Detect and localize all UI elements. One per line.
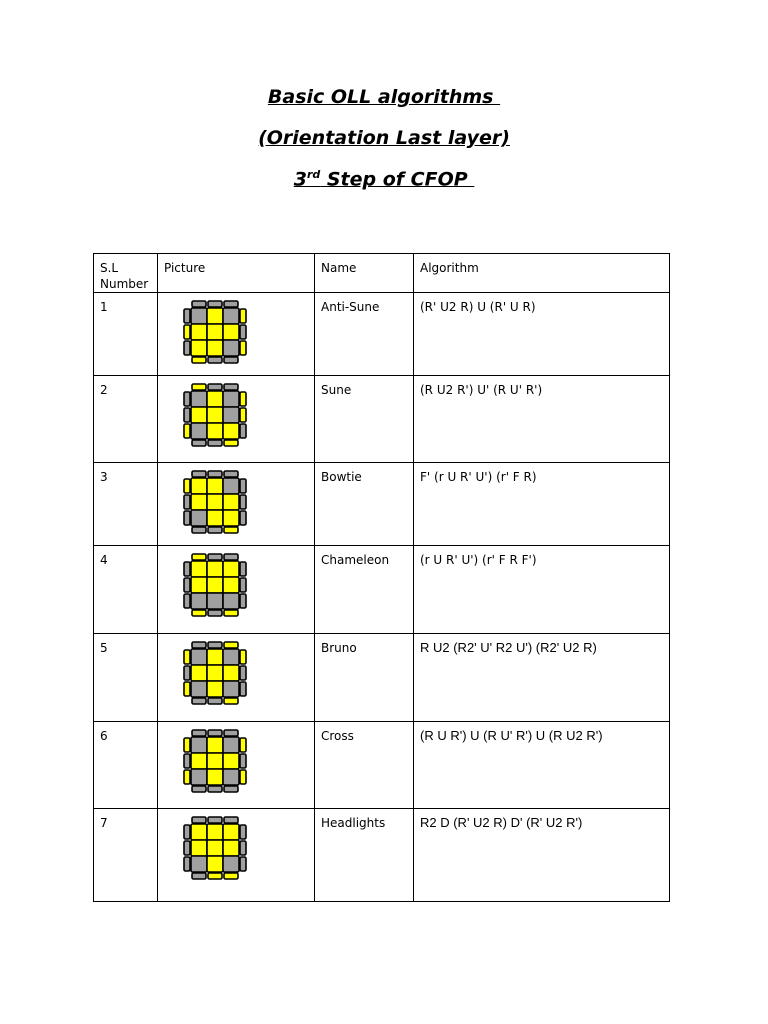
face-sticker	[191, 840, 207, 856]
side-sticker-right	[240, 392, 246, 406]
cube-diagram	[172, 815, 262, 895]
face-sticker	[207, 478, 223, 494]
side-sticker-right	[240, 495, 246, 509]
side-sticker-right	[240, 479, 246, 493]
side-sticker-top	[224, 384, 238, 390]
cube-diagram	[172, 552, 262, 622]
row-picture	[158, 293, 315, 376]
face-sticker	[223, 478, 239, 494]
step-number: 3	[293, 168, 307, 191]
side-sticker-top	[208, 642, 222, 648]
face-sticker	[191, 856, 207, 872]
side-sticker-left	[184, 650, 190, 664]
side-sticker-bottom	[208, 440, 222, 446]
face-sticker	[191, 423, 207, 439]
row-algorithm: F' (r U R' U') (r' F R)	[414, 463, 670, 546]
side-sticker-top	[224, 642, 238, 648]
face-sticker	[207, 824, 223, 840]
side-sticker-bottom	[208, 698, 222, 704]
row-name: Chameleon	[315, 546, 414, 634]
side-sticker-right	[240, 666, 246, 680]
face-sticker	[191, 681, 207, 697]
side-sticker-bottom	[208, 873, 222, 879]
face-sticker	[207, 494, 223, 510]
side-sticker-top	[224, 730, 238, 736]
side-sticker-right	[240, 562, 246, 576]
face-sticker	[223, 308, 239, 324]
side-sticker-left	[184, 594, 190, 608]
table-row	[94, 293, 670, 376]
row-picture	[158, 463, 315, 546]
face-sticker	[223, 494, 239, 510]
side-sticker-bottom	[208, 786, 222, 792]
side-sticker-top	[192, 642, 206, 648]
side-sticker-left	[184, 770, 190, 784]
face-sticker	[191, 753, 207, 769]
face-sticker	[191, 593, 207, 609]
side-sticker-top	[192, 817, 206, 823]
face-sticker	[223, 824, 239, 840]
side-sticker-right	[240, 770, 246, 784]
side-sticker-right	[240, 682, 246, 696]
face-sticker	[207, 324, 223, 340]
face-sticker	[223, 753, 239, 769]
face-sticker	[207, 561, 223, 577]
row-algorithm: (R' U2 R) U (R' U R)	[414, 293, 670, 376]
face-sticker	[223, 423, 239, 439]
side-sticker-right	[240, 424, 246, 438]
face-sticker	[191, 340, 207, 356]
face-sticker	[223, 593, 239, 609]
doc-title-line3	[0, 168, 768, 190]
face-sticker	[191, 324, 207, 340]
row-number: 4	[94, 546, 158, 634]
face-sticker	[207, 340, 223, 356]
side-sticker-left	[184, 825, 190, 839]
cube-diagram	[172, 728, 262, 804]
side-sticker-right	[240, 650, 246, 664]
cube-diagram	[172, 382, 262, 452]
side-sticker-right	[240, 754, 246, 768]
side-sticker-bottom	[192, 698, 206, 704]
face-sticker	[207, 681, 223, 697]
side-sticker-bottom	[224, 527, 238, 533]
row-algorithm: R2 D (R' U2 R) D' (R' U2 R')	[414, 809, 670, 902]
face-sticker	[191, 391, 207, 407]
header-picture: Picture	[158, 254, 315, 293]
row-algorithm: (r U R' U') (r' F R F')	[414, 546, 670, 634]
face-sticker	[223, 769, 239, 785]
row-picture	[158, 722, 315, 809]
face-sticker	[191, 407, 207, 423]
table-row	[94, 546, 670, 634]
face-sticker	[207, 593, 223, 609]
table-row	[94, 809, 670, 902]
row-name: Anti-Sune	[315, 293, 414, 376]
side-sticker-right	[240, 408, 246, 422]
face-sticker	[191, 649, 207, 665]
face-sticker	[207, 737, 223, 753]
step-text: Step of CFOP	[320, 168, 475, 191]
row-number: 1	[94, 293, 158, 376]
face-sticker	[223, 577, 239, 593]
face-sticker	[207, 665, 223, 681]
face-sticker	[223, 856, 239, 872]
side-sticker-left	[184, 479, 190, 493]
face-sticker	[223, 324, 239, 340]
side-sticker-top	[192, 554, 206, 560]
row-name: Bruno	[315, 634, 414, 722]
face-sticker	[207, 856, 223, 872]
side-sticker-left	[184, 392, 190, 406]
row-name: Headlights	[315, 809, 414, 902]
side-sticker-right	[240, 309, 246, 323]
oll-table	[93, 253, 670, 902]
side-sticker-top	[192, 301, 206, 307]
cube-diagram	[172, 299, 262, 369]
cube-diagram	[172, 640, 262, 718]
face-sticker	[207, 423, 223, 439]
face-sticker	[191, 510, 207, 526]
side-sticker-bottom	[224, 698, 238, 704]
face-sticker	[223, 840, 239, 856]
side-sticker-bottom	[192, 527, 206, 533]
side-sticker-bottom	[208, 357, 222, 363]
face-sticker	[207, 769, 223, 785]
row-name: Bowtie	[315, 463, 414, 546]
doc-title-line2: (Orientation Last layer)	[258, 127, 510, 149]
side-sticker-left	[184, 754, 190, 768]
face-sticker	[191, 769, 207, 785]
side-sticker-bottom	[192, 357, 206, 363]
face-sticker	[191, 824, 207, 840]
side-sticker-right	[240, 857, 246, 871]
side-sticker-left	[184, 578, 190, 592]
face-sticker	[207, 753, 223, 769]
side-sticker-right	[240, 594, 246, 608]
doc-title-line1: Basic OLL algorithms	[267, 86, 501, 108]
face-sticker	[223, 649, 239, 665]
side-sticker-top	[224, 301, 238, 307]
face-sticker	[223, 737, 239, 753]
face-sticker	[207, 510, 223, 526]
side-sticker-right	[240, 511, 246, 525]
side-sticker-right	[240, 341, 246, 355]
face-sticker	[207, 391, 223, 407]
side-sticker-left	[184, 325, 190, 339]
side-sticker-left	[184, 495, 190, 509]
side-sticker-top	[192, 384, 206, 390]
face-sticker	[223, 681, 239, 697]
side-sticker-right	[240, 841, 246, 855]
side-sticker-bottom	[192, 873, 206, 879]
header-name: Name	[315, 254, 414, 293]
table-header-row	[94, 254, 670, 293]
row-number: 5	[94, 634, 158, 722]
face-sticker	[207, 407, 223, 423]
face-sticker	[191, 737, 207, 753]
side-sticker-left	[184, 682, 190, 696]
row-number: 6	[94, 722, 158, 809]
side-sticker-left	[184, 841, 190, 855]
table-row	[94, 463, 670, 546]
side-sticker-right	[240, 325, 246, 339]
row-picture	[158, 376, 315, 463]
side-sticker-top	[192, 471, 206, 477]
side-sticker-top	[208, 554, 222, 560]
side-sticker-top	[192, 730, 206, 736]
row-picture	[158, 809, 315, 902]
face-sticker	[207, 840, 223, 856]
face-sticker	[191, 561, 207, 577]
face-sticker	[191, 308, 207, 324]
side-sticker-left	[184, 511, 190, 525]
row-number: 2	[94, 376, 158, 463]
row-name: Cross	[315, 722, 414, 809]
side-sticker-right	[240, 825, 246, 839]
header-algorithm: Algorithm	[414, 254, 670, 293]
side-sticker-right	[240, 578, 246, 592]
side-sticker-left	[184, 666, 190, 680]
side-sticker-bottom	[224, 610, 238, 616]
side-sticker-top	[224, 817, 238, 823]
row-algorithm: (R U R') U (R U' R') U (R U2 R')	[414, 722, 670, 809]
side-sticker-bottom	[192, 440, 206, 446]
side-sticker-right	[240, 738, 246, 752]
face-sticker	[207, 308, 223, 324]
side-sticker-top	[208, 730, 222, 736]
table-row	[94, 634, 670, 722]
row-picture	[158, 634, 315, 722]
row-name: Sune	[315, 376, 414, 463]
face-sticker	[207, 649, 223, 665]
side-sticker-top	[224, 471, 238, 477]
side-sticker-top	[224, 554, 238, 560]
side-sticker-bottom	[208, 527, 222, 533]
row-algorithm: R U2 (R2' U' R2 U') (R2' U2 R)	[414, 634, 670, 722]
face-sticker	[223, 561, 239, 577]
side-sticker-left	[184, 562, 190, 576]
side-sticker-bottom	[192, 786, 206, 792]
row-algorithm: (R U2 R') U' (R U' R')	[414, 376, 670, 463]
header-number: S.L Number	[94, 254, 158, 293]
face-sticker	[207, 577, 223, 593]
side-sticker-top	[208, 384, 222, 390]
side-sticker-left	[184, 309, 190, 323]
side-sticker-bottom	[192, 610, 206, 616]
side-sticker-left	[184, 857, 190, 871]
side-sticker-bottom	[224, 440, 238, 446]
face-sticker	[191, 494, 207, 510]
side-sticker-bottom	[224, 786, 238, 792]
face-sticker	[223, 510, 239, 526]
row-number: 7	[94, 809, 158, 902]
table-row	[94, 376, 670, 463]
side-sticker-bottom	[224, 357, 238, 363]
face-sticker	[223, 665, 239, 681]
face-sticker	[223, 340, 239, 356]
cube-diagram	[172, 469, 262, 539]
side-sticker-bottom	[208, 610, 222, 616]
table-row	[94, 722, 670, 809]
face-sticker	[191, 478, 207, 494]
row-number: 3	[94, 463, 158, 546]
side-sticker-left	[184, 738, 190, 752]
row-picture	[158, 546, 315, 634]
face-sticker	[191, 577, 207, 593]
face-sticker	[223, 391, 239, 407]
side-sticker-top	[208, 471, 222, 477]
side-sticker-top	[208, 817, 222, 823]
face-sticker	[191, 665, 207, 681]
side-sticker-left	[184, 408, 190, 422]
side-sticker-bottom	[224, 873, 238, 879]
side-sticker-left	[184, 341, 190, 355]
step-ordinal-suffix: rd	[306, 168, 321, 181]
side-sticker-left	[184, 424, 190, 438]
face-sticker	[223, 407, 239, 423]
side-sticker-top	[208, 301, 222, 307]
